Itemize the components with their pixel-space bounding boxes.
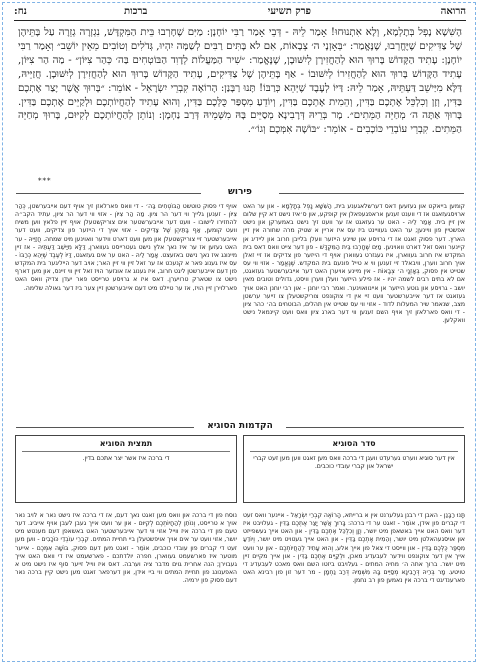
header-rule [14,20,466,21]
tamtzis-hasugya-title: תמצית הסוגיא [99,439,153,448]
hakdama-left-column: נוסח פון די ברכה און וואס מען זאגט נאך דעם, אז די ברכה איז נישט נאר א לויב נאר אויך א טרייסט, וְנוֹתֵן לְהַחֲיוֹתְכֶם לְקִיּוּם - און ער וועט אייך געבן לעבן אויף אייביג. דער טעם פון די ברכה איז ווייל אזוי ווי דער אייבערשטער האט באשאפן דעם מענטש מיט יושר, אזוי וועט ער אים אויך אויפשטעלן ביי תחיית המתים. קִבְרֵי עוֹבְדֵי כּוֹכָבִים - ווען מען זעט די קברים פון עובדי כוכבים, אוֹמֵר - זאגט מען דעם פסוק, בּוֹשָׁה אִמְּכֶם - אייער מוטער איז פארשעמט געווארן, חפרה יולדתכם - פארשעמט איז די וואס האט אייך געבוירן; הנה אחרית גוים מדבר ציה וערבה. דאס איז ווייל זייער סוף איז נישט מיט א האפענונג פון תחיית המתים ווי ביי אידן, און דערפאר זאגט מען נישט קיין ברכה נאר דעם פסוק פון ירמיה. [15,512,237,585]
seder-hasugya-text: אין דער סוגיא ווערט גערעדט וועגן די ברכה וואס מען זאגט ווען מען זעט קברי ישראל און קברי עובדי כוכבים. [253,455,455,470]
header-folio: נח: [14,6,27,17]
main-gemara-text: הָשִּׁשָׁא נָפְל בְּתָלְמָא, וְלָא אִתְנוּחוּ! אָמַר לֵיהּ - דְּבֵי אָמַר רַבִּי יוֹחָנָן: מַיִּם שֶׁחָרְבוּ בֵּית הַמִּקְדָּשׁ, נִגְזְרָה גְזֵרָה עַל בָּתֵּיהֶן שֶׁל צַדִּיקִים שֶׁיֶּחֱרְבוּ, שֶׁנֶּאֱמַר: ״בְּאָזְנָי ה׳ צְבָאוֹת, אִם לֹא בָּתִּים רַבִּים לְשַׁמָּה יִהְיוּ, גְּדֹלִים וְטוֹבִים מֵאֵין יוֹשֵׁב״ וְאָמַר רַבִּי יוֹחָנָן: עָתִיד הַקָּדוֹשׁ בָּרוּךְ הוּא לְהַחֲזִירָן לְיִשּׁוּבָן, שֶׁנֶּאֱמַר: ״שִׁיר הַמַּעֲלוֹת לְדָוִד הַבּוֹטְחִים בַּה׳ כְּהַר צִיּוֹן״ - מַה הַר צִיּוֹן, עָתִיד הַקָּדוֹשׁ בָּרוּךְ הוּא לְהַחֲזִירוֹ לְיִשּׁוּבוֹ - אַף בָּתֵּיהֶן שֶׁל צַדִּיקִים, עָתִיד הַקָּדוֹשׁ בָּרוּךְ הוּא לְהַחֲזִירָן לְיִשּׁוּבָן. חֲזַיֵּיהּ, דַּלָּא מִיַּישֵׁב דַּעְתֵּיהּ, אָמַר לֵיהּ: דַּיּוֹ לְעֶבֶד שֶׁיְּהֵא כְּרַבּוֹ! תָּנוּ רַבָּנַן: הָרוֹאֶה קִבְרֵי יִשְׂרָאֵל - אוֹמֵר: ״בָּרוּךְ אֲשֶׁר יָצַר אֶתְכֶם בַּדִּין, וְזָן וְכִלְכֵּל אֶתְכֶם בַּדִּין, וְהֵמִית אֶתְכֶם בַּדִּין, וְיוֹדֵעַ מִסְפַּר כֻּלְּכֶם בַּדִּין, וְהוּא עָתִיד לְהַחֲיוֹתְכֶם וּלְקַיֵּים אֶתְכֶם בַּדִּין. בָּרוּךְ אַתָּה ה׳ מְחַיֵּה הַמֵּתִים״. מָר בְּרֵיהּ דְּרָבִינָא מְסַיֵּים בָּהּ מִשְּׁמֵיהּ דְּרַב נַחְמָן: וְנוֹתֵן לְהַחֲיוֹתְכֶם לְקִיּוּם, בָּרוּךְ מְחַיֵּה הַמֵּתִים. קִבְרֵי עוֹבְדֵי כּוֹכָבִים - אוֹמֵר: ״בּוֹשָׁה אִמְּכֶם וְגוֹ׳״. [18,27,462,136]
main-text-end-mark: *** [38,177,52,185]
hakdama-right-column: תָּנוּ רַבָּנַן - האבן די רבנן געלערנט אין א ברייתא, הָרוֹאֶה קִבְרֵי יִשְׂרָאֵל - איינער וואס זעט די קברים פון אידן, אוֹמֵר - זאגט ער די ברכה: בָּרוּךְ אֲשֶׁר יָצַר אֶתְכֶם בַּדִּין - געלויבט איז דער וואס האט אייך באשאפן מיט יושר, וְזָן וְכִלְכֵּל אֶתְכֶם בַּדִּין - און האט אייך געשפייזט און אויסגעהאלטן מיט יושר, וְהֵמִית אֶתְכֶם בַּדִּין - און האט אייך געטויט מיט יושר, וְיוֹדֵעַ מִסְפַּר כֻּלְּכֶם בַּדִּין - און ווייסט די צאל פון אייך אלע, וְהוּא עָתִיד לְהַחֲיוֹתְכֶם - און ער וועט אייך אין דער צוקונפט ווידער לעבעדיג מאכן, וּלְקַיֵּים אֶתְכֶם בַּדִּין - און אייך מקיים זיין מיט יושר. ברוך אתה ה׳ מחיה המתים - געלויבט ביזטו השם וואס מאכט לעבעדיג די טויטע. מָר בְּרֵיהּ דְּרָבִינָא מְסַיֵּים בָּהּ מִשְּׁמֵיהּ דְּרַב נַחְמָן - מר דער זון פון רבינא האט פארענדיגט די ברכה אין נאמען פון רב נחמן. [243,512,465,585]
seder-hasugya-rule [250,451,458,452]
perush-right-column: קומען בייאקט און געזעען דאס דערשלאגענע בית, הַשִּׁשָׁא נָפְל בְּתָלְמָא - און ער האט ארויסגעזאגט אז די ווענט זענען אראפגעפאלן אין קופקע, און ס׳איז נישט דא קיין שלום אין זיין בית. אָמַר לֵיהּ - האט ער געזאגט אז ער וועט זיך נישט באמערקן און נישט אפשטיין פון וויינען; ער האט געוויינט ביז עס איז אריין א שטיק מרה שחורה אין זיין הארץ. דער פסוק זאגט אז די גרויסע און שיינע הייזער וועלן בלייבן חרוב און ליידיג אן קיינער וואס זאל דארט וואוינען. מַיִּם שֶׁחָרְבוּ בֵּית הַמִּקְדָּשׁ - פון דער צייט וואס דאס בית המקדש איז חרוב געווארן, איז געגזרט געווארן אויף די הייזער פון צדיקים אז זיי זאלן אויך חרוב ווערן, וויבאלד זיי זענען ווי א טייל פונעם בית המקדש. שֶׁנֶּאֱמַר - אזוי ווי עס שטייט אין פסוק, בְּאָזְנָי ה׳ צְבָאוֹת - אין מיינע אויערן האט דער אייבערשטער געזאגט, אם לא בתים רבים לשמה יהיו - אז פילע הייזער וועלן ווערן וויסט, גדולים וטובים מאין יושב - גרויסע און גוטע הייזער אן איינוואוינער. ואמר רבי יוחנן - און רבי יוחנן האט אויך געזאגט אז דער אייבערשטער וועט זיי אין די צוקונפט צוריקשטעלן צו זייער ערשטן מצב, שנאמר שיר המעלות לדוד - אזוי ווי עס שטייט אין תהלים, הבוטחים בה׳ כהר ציון - די וואס פארלאזן זיך אויף השם זענען ווי דער בארג ציון וואס וועט קיינמאל נישט וואקלען. [243,203,465,325]
perush-rule-left [16,193,201,194]
hakdama-rule-left [16,427,194,428]
header-perek: הרואה [440,6,466,17]
seder-hasugya-box [243,435,465,503]
perush-heading: פירוש [228,187,252,197]
hakdama-heading: הקדמות הסוגיא [207,421,273,431]
header-tractate: ברכות [124,6,148,17]
tamtzis-hasugya-rule [22,451,230,452]
seder-hasugya-title: סדר הסוגיא [332,439,376,448]
perush-left-column: אויף די פסוק טוטשט הַבּוֹטְחִים בַּה׳ - די וואס פארלאזן זיך אויף דעם אייבערשטן, כְּהַר צִיּוֹן - זענען גלייך ווי דער הר ציון. מַה הַר צִיּוֹן - אזוי ווי דער הר ציון, עתיד הקב״ה להחזירו לישובו - וועט דער אייבערשטער אים צוריקשטעלן אויף זיין פלאץ ווען משיח וועט קומען, אַף בָּתֵּיהֶן שֶׁל צַדִּיקִים - אזוי אויך די הייזער פון צדיקים, וועט דער אייבערשטער זיי צוריקשטעלן און מען וועט דארט ווידער וואוינען מיט שמחה. חֲזַיֵּיהּ - ער האט געזען אז ער איז נאך אלץ נישט געטרייסט געווארן, דַּלָּא מִיַּישֵׁב דַּעְתֵּיהּ - אז זיין מיינונג איז נאך נישט באזעצט. אָמַר לֵיהּ - האט ער אים געזאגט, דַּיּוֹ לְעֶבֶד שֶׁיְּהֵא כְּרַבּוֹ - עס איז גענוג פאר א קנעכט אז ער זאל זיין ווי זיין האר; אויב דער הייליגער בית המקדש פון דעם אייבערשטן ליגט חרוב, איז גענוג אז אונזער הויז זאל זיין ווי זיינס, און מען דארף נישט צו שטארק טרויערן. דאס איז א גרויסע טרייסט פאר יעדן צדיק וואס האט פארלוירן זיין הויז, אז ער טיילט מיט דעם אייבערשטן זיין צער ביז דער גאולה שלימה. [15,203,237,292]
tamtzis-hasugya-box [15,435,237,503]
perush-rule-right [279,193,464,194]
hakdama-rule-right [286,427,464,428]
header-chapter-title: פרק תשיעי [267,6,311,17]
tamtzis-hasugya-text: די ברכה איז אשר יצר אתכם בדין. [82,455,170,462]
